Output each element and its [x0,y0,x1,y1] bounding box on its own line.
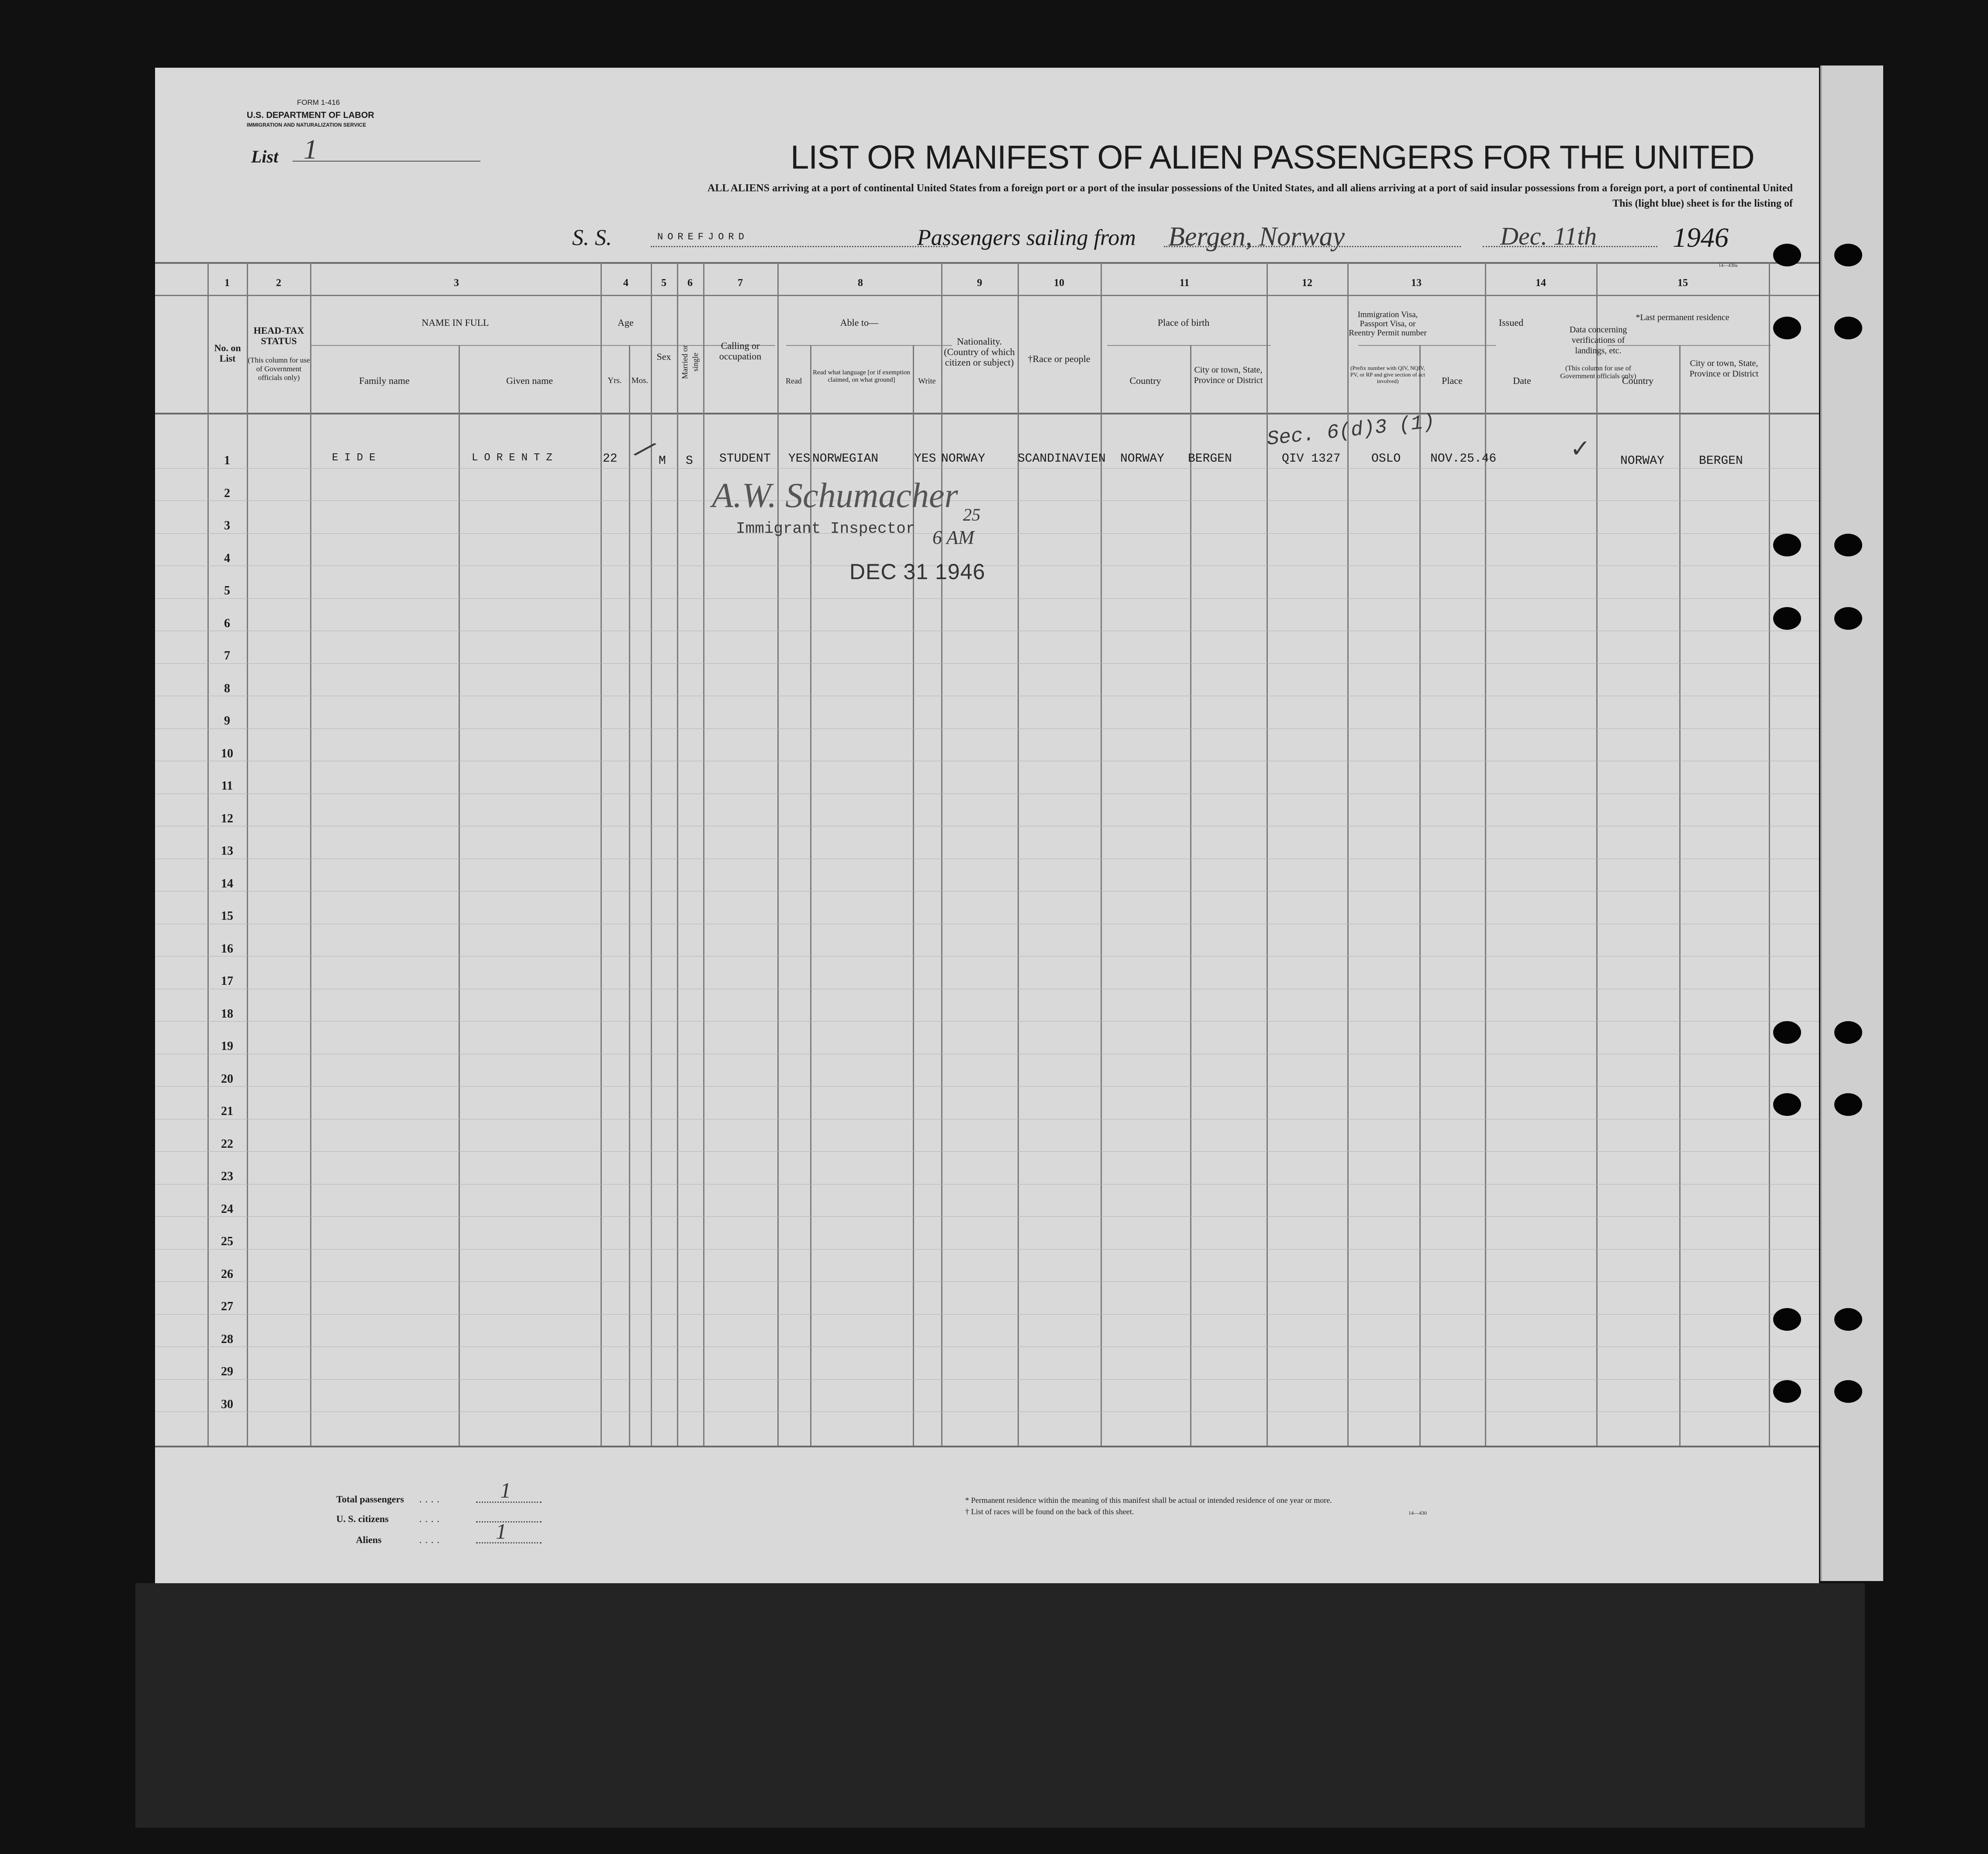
header-read-language: Read what language [or if exemption claimed, on what ground] [813,369,910,383]
cell-race: SCANDINAVIEN [1018,452,1106,466]
header-residence: *Last permanent residence [1636,313,1729,322]
cell-family-name: EIDE [332,452,382,464]
row-rule [155,1086,1819,1087]
col-line [1018,262,1019,1446]
footnote-code: 14—430 [1408,1510,1427,1516]
row-number: 9 [224,714,230,728]
total-dots: .... [419,1494,443,1505]
header-age: Age [618,317,634,328]
header-birth-city: City or town, State, Province or District [1194,365,1263,385]
cell-issued-place: OSLO [1371,452,1401,466]
header-age-yrs: Yrs. [607,376,622,385]
cell-sex: M [659,454,666,468]
row-number: 23 [221,1170,233,1183]
col-number: 1 [224,277,230,289]
punch-hole [1834,534,1862,556]
manifest-sheet [155,68,1819,1583]
punch-hole [1834,1308,1862,1331]
col-number: 15 [1677,277,1688,289]
col-number: 9 [977,277,982,289]
col-line [207,262,209,1446]
punch-hole [1834,1093,1862,1116]
col-line [941,262,942,1446]
row-number: 6 [224,616,230,630]
header-head-tax: HEAD-TAX STATUS [253,325,304,346]
sailing-from-line [1164,246,1461,247]
col-line [677,262,678,1446]
row-rule [155,1021,1819,1022]
col-line [629,345,630,1446]
col-number: 14 [1536,277,1546,289]
punch-hole [1834,317,1862,339]
col-line [1485,262,1486,1446]
department-name: U.S. DEPARTMENT OF LABOR [247,110,374,120]
row-number: 19 [221,1039,233,1053]
punch-hole [1773,1380,1801,1403]
punch-hole [1773,1308,1801,1331]
cell-age-yrs: 22 [603,452,618,466]
row-number: 18 [221,1007,233,1021]
col-number: 10 [1054,277,1064,289]
sailing-label: Passengers sailing from [917,225,1136,250]
cell-verification: ✓ [1570,435,1591,463]
col-number: 12 [1302,277,1312,289]
punch-hole [1834,1021,1862,1044]
punch-hole [1834,244,1862,266]
punch-hole [1773,1021,1801,1044]
col-line [1769,262,1770,1446]
col-number: 7 [738,277,743,289]
header-issued-date: Date [1513,375,1531,386]
col-line [459,345,460,1446]
inspector-title: Immigrant Inspector [736,520,915,538]
list-label: List [251,147,279,166]
us-citizens-label: U. S. citizens [336,1513,389,1524]
service-name: IMMIGRATION AND NATURALIZATION SERVICE [247,122,366,128]
ship-name-line [651,246,948,247]
row-rule [155,1281,1819,1282]
row-rule [155,1346,1819,1347]
punch-hole [1834,607,1862,630]
col-line [703,262,704,1446]
cell-issued-date: NOV.25.46 [1430,452,1497,466]
header-read: Read [786,376,802,385]
row-number: 26 [221,1267,233,1281]
col-line [601,262,602,1446]
col-number: 8 [858,277,863,289]
sailing-from: Bergen, Norway [1168,222,1345,252]
table-bottom-border [155,1446,1819,1447]
subheader-line-birth [1107,345,1271,346]
date-stamp: DEC 31 1946 [849,559,986,584]
row-number: 7 [224,649,230,663]
aliens-value: 1 [496,1519,507,1543]
col-line [1596,262,1598,1446]
punch-hole [1834,1380,1862,1403]
header-place-of-birth: Place of birth [1157,317,1210,328]
col-number: 11 [1179,277,1190,289]
header-issued-place: Place [1442,375,1463,386]
header-calling: Calling or occupation [719,340,762,362]
punch-hole [1773,317,1801,339]
row-number: 14 [221,877,233,891]
citizens-dots: .... [419,1513,443,1524]
list-value: 1 [304,134,318,165]
instructions-line-2: This (light blue) sheet is for the listing of [1612,198,1793,209]
cell-age-mos: / [630,435,657,469]
col-line [777,262,779,1446]
sailing-date: Dec. 11th [1500,222,1597,250]
row-number: 28 [221,1332,233,1346]
cell-write: YES [914,452,936,466]
row-rule [155,1216,1819,1217]
row-number: 29 [221,1365,233,1378]
row-number: 22 [221,1137,233,1151]
col-line [1101,262,1102,1446]
row-number: 2 [224,486,230,500]
instructions-line-1: ALL ALIENS arriving at a port of continental United States from a foreign port or a port of the insular possessions of the United States, and all aliens arriving at a port of said insular possessions from a foreign port, a port of continental United [708,183,1793,194]
row-rule [155,728,1819,729]
sheet-continuation-edge [1820,66,1883,1581]
header-bottom-border [155,413,1819,414]
row-number: 24 [221,1202,233,1216]
header-birth-country: Country [1129,375,1161,386]
punch-hole [1773,244,1801,266]
row-number: 16 [221,942,233,956]
header-issued: Issued [1498,317,1524,328]
punch-hole [1773,607,1801,630]
cell-nationality: NORWAY [941,452,985,466]
header-visa-note: (Prefix number with QIV, NQIV, PV, or RP and give section of act involved) [1350,365,1425,384]
row-number: 8 [224,681,230,695]
header-age-mos: Mos. [631,376,649,385]
header-residence-city: City or town, State, Province or District [1689,359,1759,379]
cell-read: YES [788,452,811,466]
col-number: 4 [623,277,628,289]
form-code: 14—430a [1719,263,1738,268]
cell-visa: QIV 1327 [1282,452,1341,466]
row-rule [155,468,1819,469]
film-background [135,1583,1865,1828]
row-number: 17 [221,974,233,988]
header-write: Write [918,376,936,385]
ship-name: NOREFJORD [657,231,749,242]
aliens-label: Aliens [356,1534,382,1545]
cell-birth-country: NORWAY [1120,452,1164,466]
header-name-in-full: NAME IN FULL [421,317,489,328]
row-number: 10 [221,746,233,760]
manifest-title: LIST OR MANIFEST OF ALIEN PASSENGERS FOR THE UNITED [790,139,1754,176]
ship-prefix: S. S. [572,225,612,250]
row-rule [155,1151,1819,1152]
time-note-a: 25 [963,505,980,525]
total-passengers-value: 1 [500,1478,511,1502]
cell-birth-city: BERGEN [1188,452,1232,466]
punch-hole [1773,534,1801,556]
cell-residence-country: NORWAY [1620,454,1664,468]
row-number: 13 [221,844,233,858]
aliens-dots: .... [419,1534,443,1545]
row-rule [155,663,1819,664]
header-verification: Data concerning verifications of landings, etc. [1569,325,1627,356]
col-number: 2 [276,277,281,289]
row-number: 1 [224,454,230,467]
row-number: 3 [224,519,230,532]
cell-occupation: STUDENT [719,452,771,466]
row-number: 27 [221,1300,233,1313]
footnote-races: † List of races will be found on the back of this sheet. [965,1507,1134,1516]
time-note-b: 6 AM [932,527,974,548]
colnum-row-border [155,295,1819,296]
form-number: FORM 1-416 [297,98,340,107]
row-rule [155,1379,1819,1380]
header-visa: Immigration Visa, Passport Visa, or Reentry Permit number [1349,310,1427,338]
row-rule [155,533,1819,534]
sailing-year: 1946 [1673,222,1729,253]
header-married-single: Married or single [680,345,700,379]
row-number: 30 [221,1397,233,1411]
header-race: †Race or people [1028,353,1091,364]
cell-residence-city: BERGEN [1699,454,1743,468]
inspector-signature: A.W. Schumacher [712,476,958,515]
cell-language: NORWEGIAN [812,452,879,466]
row-rule [155,1314,1819,1315]
row-number: 15 [221,909,233,923]
row-rule [155,1249,1819,1250]
header-able-to: Able to— [840,317,879,328]
cell-visa-note: Sec. 6(d)3 (1) [1266,410,1436,451]
col-number: 3 [454,277,459,289]
header-nationality: Nationality. (Country of which citizen or subject) [944,336,1015,368]
row-number: 21 [221,1105,233,1118]
citizens-line [476,1521,542,1523]
sailing-date-line [1483,246,1657,247]
list-underline [293,161,480,162]
col-line [1190,345,1191,1446]
aliens-line [476,1542,542,1543]
footnote-residence: * Permanent residence within the meaning of this manifest shall be actual or intended residence of one year or more. [965,1496,1332,1505]
table-top-border [155,262,1819,264]
subheader-line-issued [1358,345,1496,346]
cell-marital: S [686,454,693,468]
row-rule [155,598,1819,599]
col-number: 6 [687,277,693,289]
row-number: 12 [221,811,233,825]
header-family-name: Family name [359,375,410,386]
header-no-on-list: No. on List [214,342,241,364]
row-number: 4 [224,551,230,565]
header-residence-country: Country [1622,375,1654,386]
row-number: 11 [221,779,233,793]
row-number: 5 [224,584,230,597]
col-line [247,262,248,1446]
row-number: 25 [221,1235,233,1248]
header-verification-note: (This column for use of Government officials only) [1560,365,1636,380]
col-number: 13 [1411,277,1422,289]
col-line [1419,345,1421,1446]
header-sex: Sex [656,351,671,362]
col-line [1679,345,1681,1446]
col-number: 5 [661,277,666,289]
col-line [310,262,311,1446]
header-given-name: Given name [506,375,553,386]
total-passengers-label: Total passengers [336,1494,404,1505]
punch-hole [1773,1093,1801,1116]
cell-given-name: LORENTZ [472,452,559,464]
header-head-tax-note: (This column for use of Government officials only) [248,356,310,382]
row-number: 20 [221,1072,233,1086]
